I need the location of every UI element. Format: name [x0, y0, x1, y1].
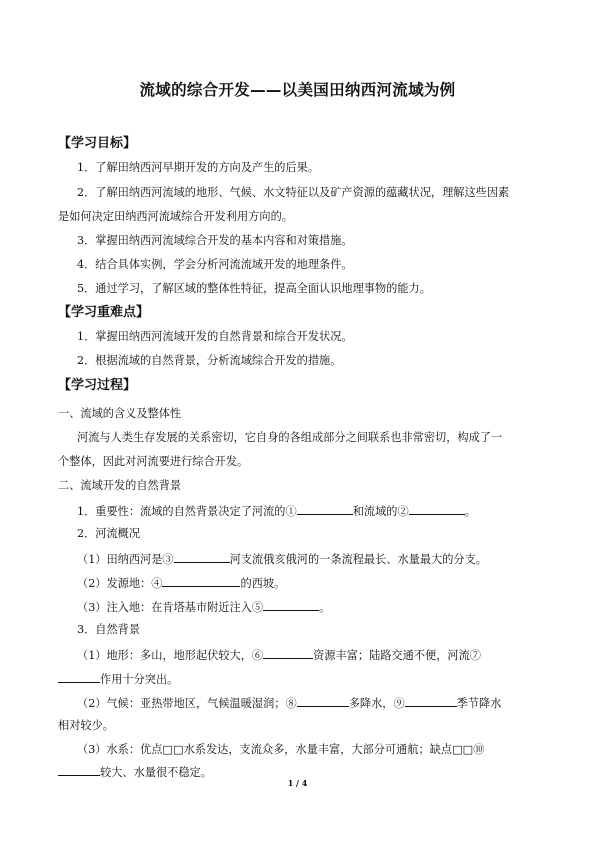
- goal-1: 1．了解田纳西河早期开发的方向及产生的后果。: [77, 161, 320, 174]
- river-fact-1-text-b: 河支流俄亥俄河的一条流程最长、水量最大的分支。: [229, 553, 487, 566]
- blank-6[interactable]: [263, 647, 313, 659]
- nature-climate: [77, 695, 501, 711]
- document-title: 流域的综合开发——以美国田纳西河流域为例: [139, 81, 456, 99]
- blank-9[interactable]: [405, 695, 457, 707]
- river-fact-2-text-a: （2）发源地：④: [77, 577, 163, 590]
- river-fact-3-text-b: 。: [319, 601, 331, 614]
- learning-process-heading: 【学习过程】: [58, 378, 137, 393]
- blank-10[interactable]: [58, 764, 100, 776]
- key-point-1: 1．掌握田纳西河流域开发的自然背景和综合开发状况。: [77, 330, 353, 343]
- blank-3[interactable]: [174, 551, 230, 563]
- blank-2[interactable]: [409, 503, 465, 515]
- learning-goals-heading: 【学习目标】: [58, 136, 137, 151]
- item-importance-text-a: 1．重要性：流域的自然背景决定了河流的①: [77, 505, 297, 518]
- river-fact-3-text-a: （3）注入地：在肯塔基市附近注入⑤: [77, 601, 264, 614]
- river-fact-2: [77, 575, 285, 591]
- river-fact-3: [77, 599, 330, 615]
- section-1-title: 一、流域的含义及整体性: [58, 407, 182, 420]
- page-number: 1 / 4: [287, 778, 308, 788]
- section-1-paragraph: 河流与人类生存发展的关系密切，它自身的各组成部分之间联系也非常密切，构成了一: [77, 431, 503, 444]
- item-importance: [77, 503, 476, 519]
- river-fact-1: [77, 551, 487, 567]
- nature-climate-text-c: 季节降水: [456, 697, 502, 710]
- nature-water-system-text-b: 较大、水量很不稳定。: [100, 766, 212, 779]
- nature-terrain-cont: [58, 671, 178, 687]
- section-1-paragraph-cont: 个整体，因此对河流要进行综合开发。: [58, 455, 249, 468]
- goal-2-cont: 是如何决定田纳西河流域综合开发利用方向的。: [58, 210, 293, 223]
- nature-terrain-text-b: 资源丰富；陆路交通不便，河流⑦: [313, 649, 481, 662]
- blank-8[interactable]: [297, 695, 349, 707]
- blank-5[interactable]: [263, 599, 319, 611]
- goal-2: 2．了解田纳西河流域的地形、气候、水文特征以及矿产资源的蕴藏状况，理解这些因素: [77, 186, 510, 199]
- nature-terrain-text-a: （1）地形：多山，地形起伏较大，⑥: [77, 649, 264, 662]
- goal-5: 5．通过学习，了解区域的整体性特征，提高全面认识地理事物的能力。: [77, 282, 431, 295]
- blank-1[interactable]: [297, 503, 353, 515]
- nature-terrain-text-c: 作用十分突出。: [100, 673, 179, 686]
- river-fact-1-text-a: （1）田纳西河是③: [77, 553, 174, 566]
- nature-climate-text-a: （2）气候：亚热带地区，气候温暖湿润；⑧: [77, 697, 297, 710]
- key-point-2: 2．根据流域的自然背景，分析流域综合开发的措施。: [77, 354, 342, 367]
- item-importance-text-c: 。: [464, 505, 476, 518]
- section-2-title: 二、流域开发的自然背景: [58, 479, 182, 492]
- goal-3: 3．掌握田纳西河流域综合开发的基本内容和对策措施。: [77, 234, 353, 247]
- river-fact-2-text-b: 的西坡。: [240, 577, 286, 590]
- blank-7[interactable]: [58, 671, 100, 683]
- item-river-overview: 2．河流概况: [77, 527, 141, 540]
- blank-4[interactable]: [162, 575, 240, 587]
- item-importance-text-b: 和流域的②: [352, 505, 409, 518]
- nature-climate-cont: 相对较少。: [58, 719, 114, 732]
- nature-terrain: [77, 647, 481, 663]
- nature-climate-text-b: 多降水，⑨: [348, 697, 405, 710]
- key-points-heading: 【学习重难点】: [58, 305, 150, 320]
- goal-4: 4．结合具体实例，学会分析河流流域开发的地理条件。: [77, 258, 353, 271]
- item-natural-background: 3．自然背景: [77, 623, 141, 636]
- nature-water-system: （3）水系：优点□□水系发达，支流众多，水量丰富，大部分可通航；缺点□□⑩: [77, 743, 485, 756]
